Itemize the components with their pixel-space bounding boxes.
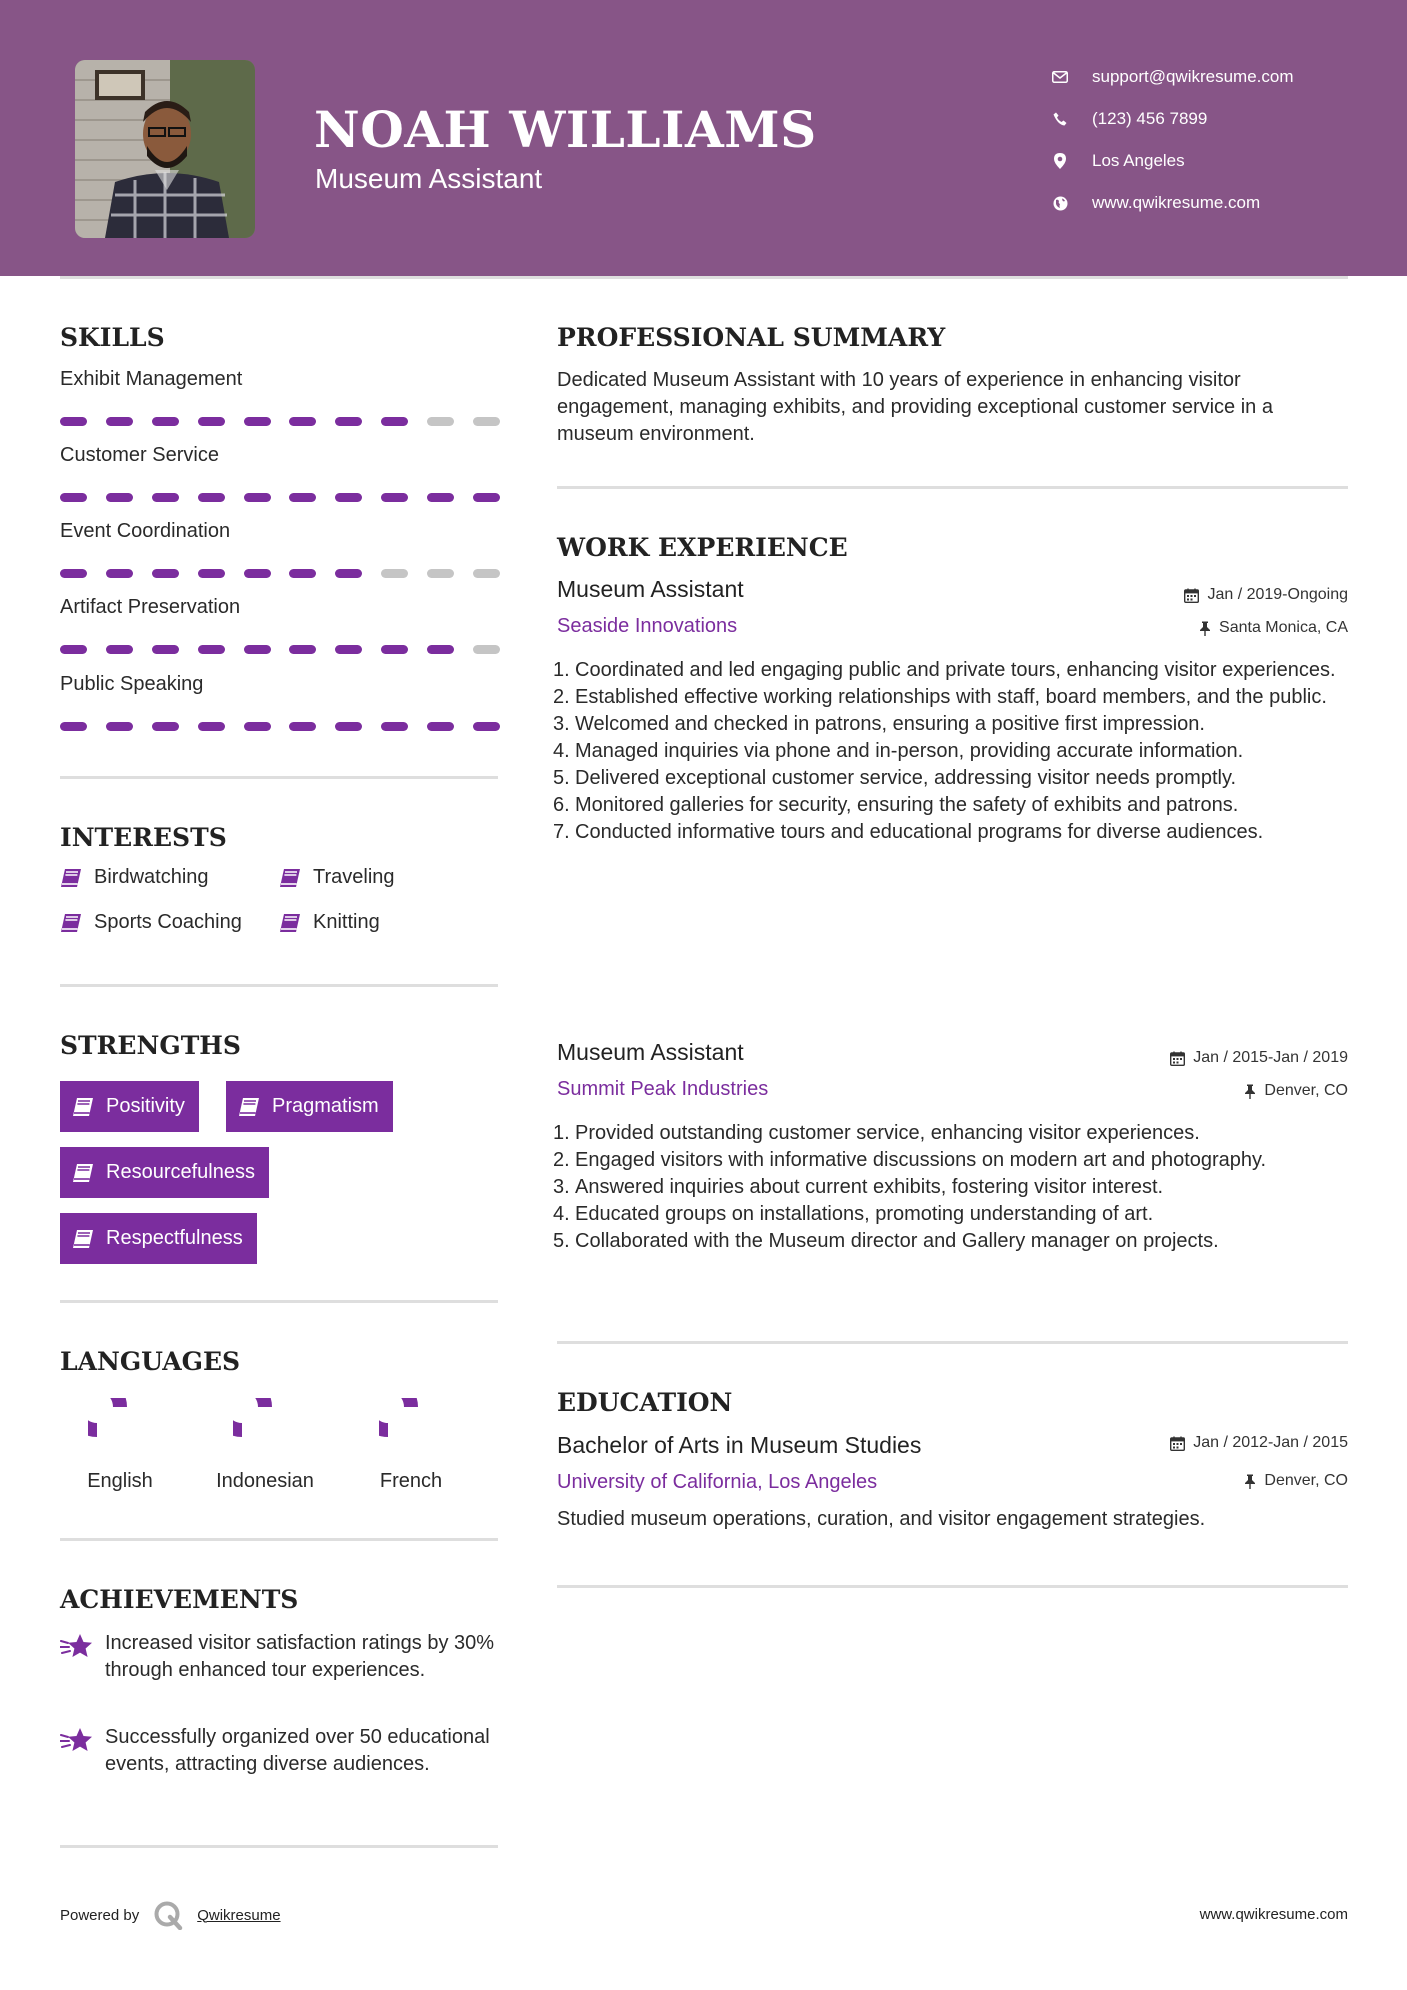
- job-dates-text: Jan / 2015-Jan / 2019: [1193, 1049, 1348, 1066]
- footer-website[interactable]: www.qwikresume.com: [1199, 1906, 1348, 1923]
- job-dates: [1184, 586, 1348, 604]
- skill-dot-filled: [381, 722, 408, 731]
- qwikresume-logo-icon: [153, 1900, 183, 1930]
- duty-text: Managed inquiries via phone and in-person, providing accurate information.: [575, 740, 1244, 762]
- skills-heading: SKILLS: [60, 323, 165, 352]
- skill-dot-filled: [427, 645, 454, 654]
- strength-chip: [226, 1081, 393, 1132]
- skill-dot-filled: [289, 722, 316, 731]
- duty-text: Conducted informative tours and educational programs for diverse audiences.: [575, 821, 1264, 843]
- duty-item: 2. Established effective working relationships with staff, board members, and the public.: [553, 686, 1327, 708]
- skill-rating: [60, 417, 500, 427]
- qwikresume-link[interactable]: Qwikresume: [197, 1906, 281, 1924]
- achievement-text: Increased visitor satisfaction ratings by 30% through enhanced tour experiences.: [105, 1632, 495, 1681]
- summary-text: Dedicated Museum Assistant with 10 years of experience in enhancing visitor engagement, managing exhibits, and providing exceptional customer service in a museum environment.: [557, 369, 1273, 445]
- job-duties: [553, 1120, 1357, 1255]
- interest-label: Birdwatching: [94, 866, 209, 888]
- contact-location: [1050, 140, 1390, 182]
- pushpin-icon: [1244, 1474, 1256, 1489]
- skill-dot-filled: [198, 722, 225, 731]
- skill-dot-filled: [335, 417, 362, 426]
- strength-label: Positivity: [106, 1095, 185, 1117]
- interest-item: [279, 866, 395, 889]
- book-icon: [238, 1097, 260, 1117]
- job-dates: [1170, 1049, 1348, 1067]
- skill-dot-filled: [60, 417, 87, 426]
- contact-list: [1050, 56, 1390, 224]
- education-description: Studied museum operations, curation, and visitor engagement strategies.: [557, 1508, 1206, 1530]
- contact-location-text: Los Angeles: [1092, 151, 1185, 170]
- phone-icon: [1050, 109, 1070, 129]
- strength-label: Resourcefulness: [106, 1161, 255, 1183]
- job-location-text: Denver, CO: [1264, 1082, 1348, 1099]
- book-icon: [279, 913, 301, 933]
- language-item: [50, 1398, 190, 1493]
- duty-text: Collaborated with the Museum director and Gallery manager on projects.: [575, 1230, 1219, 1252]
- achievement-item: [60, 1724, 500, 1778]
- duty-item: 1. Coordinated and led engaging public and private tours, enhancing visitor experiences.: [553, 659, 1336, 681]
- language-ring: [379, 1398, 443, 1462]
- profile-photo: [75, 60, 255, 238]
- duty-text: Monitored galleries for security, ensuring the safety of exhibits and patrons.: [575, 794, 1239, 816]
- strengths-heading: STRENGTHS: [60, 1031, 241, 1060]
- skill-dot-filled: [335, 722, 362, 731]
- skill-dot-filled: [152, 645, 179, 654]
- skill-dot-filled: [60, 493, 87, 502]
- interests-divider: [60, 984, 498, 987]
- contact-phone-text: (123) 456 7899: [1092, 109, 1208, 128]
- strength-chip: [60, 1147, 269, 1198]
- skill-dot-filled: [152, 417, 179, 426]
- skill-dot-filled: [335, 493, 362, 502]
- interest-label: Traveling: [313, 866, 395, 888]
- skill-dot-filled: [473, 722, 500, 731]
- skill-label: Customer Service: [60, 444, 219, 466]
- skill-dot-empty: [427, 569, 454, 578]
- school-name: University of California, Los Angeles: [557, 1471, 878, 1493]
- language-label: Indonesian: [216, 1470, 314, 1492]
- job-title: Museum Assistant: [557, 1039, 744, 1065]
- skill-rating: [60, 569, 500, 579]
- pushpin-icon: [1244, 1084, 1256, 1099]
- skill-rating: [60, 493, 500, 503]
- shooting-star-icon: [60, 1724, 105, 1778]
- skill-dot-filled: [60, 722, 87, 731]
- duty-item: 1. Provided outstanding customer service, enhancing visitor experiences.: [553, 1122, 1200, 1144]
- skill-dot-filled: [381, 645, 408, 654]
- job-location: [1244, 1082, 1348, 1100]
- skill-dot-filled: [198, 493, 225, 502]
- language-label: English: [87, 1470, 153, 1492]
- language-ring: [233, 1398, 297, 1462]
- duty-text: Engaged visitors with informative discussions on modern art and photography.: [575, 1149, 1267, 1171]
- skill-dot-filled: [427, 722, 454, 731]
- duty-text: Provided outstanding customer service, enhancing visitor experiences.: [575, 1122, 1200, 1144]
- language-item: [195, 1398, 335, 1493]
- contact-website-text: www.qwikresume.com: [1092, 193, 1261, 212]
- education-dates-text: Jan / 2012-Jan / 2015: [1193, 1434, 1348, 1451]
- skill-dot-filled: [152, 493, 179, 502]
- contact-phone[interactable]: [1050, 98, 1390, 140]
- skill-dot-filled: [289, 645, 316, 654]
- experience-divider: [557, 1341, 1348, 1344]
- strength-chip: [60, 1213, 257, 1264]
- book-icon: [72, 1097, 94, 1117]
- skill-dot-filled: [244, 417, 271, 426]
- duty-text: Established effective working relationships with staff, board members, and the public.: [575, 686, 1327, 708]
- book-icon: [279, 868, 301, 888]
- languages-divider: [60, 1538, 498, 1541]
- job-title: Museum Assistant: [557, 576, 744, 602]
- duty-item: 3. Welcomed and checked in patrons, ensuring a positive first impression.: [553, 713, 1205, 735]
- strength-chip: [60, 1081, 199, 1132]
- skill-dot-filled: [473, 493, 500, 502]
- resume-header: [0, 0, 1407, 276]
- duty-item: 2. Engaged visitors with informative discussions on modern art and photography.: [553, 1149, 1267, 1171]
- skills-divider: [60, 776, 498, 779]
- skill-dot-filled: [289, 569, 316, 578]
- skill-dot-filled: [244, 645, 271, 654]
- interest-item: [60, 866, 209, 889]
- interests-heading: INTERESTS: [60, 823, 227, 852]
- skill-dot-empty: [473, 645, 500, 654]
- duty-text: Delivered exceptional customer service, addressing visitor needs promptly.: [575, 767, 1237, 789]
- duty-item: 6. Monitored galleries for security, ensuring the safety of exhibits and patrons.: [553, 794, 1239, 816]
- skill-dot-filled: [381, 417, 408, 426]
- contact-website[interactable]: [1050, 182, 1390, 224]
- education-location: [1244, 1472, 1348, 1490]
- skill-label: Event Coordination: [60, 520, 231, 542]
- map-pin-icon: [1050, 151, 1070, 171]
- language-ring: [88, 1398, 152, 1462]
- achievement-item: [60, 1630, 500, 1684]
- interest-item: [60, 911, 242, 934]
- experience-heading: WORK EXPERIENCE: [557, 533, 848, 562]
- duty-item: 3. Answered inquiries about current exhibits, fostering visitor interest.: [553, 1176, 1164, 1198]
- skill-rating: [60, 722, 500, 732]
- education-divider: [557, 1585, 1348, 1588]
- skill-dot-filled: [335, 645, 362, 654]
- skill-dot-empty: [473, 569, 500, 578]
- book-icon: [60, 868, 82, 888]
- duty-text: Welcomed and checked in patrons, ensuring a positive first impression.: [575, 713, 1205, 735]
- duty-item: 4. Managed inquiries via phone and in-person, providing accurate information.: [553, 740, 1244, 762]
- book-icon: [72, 1163, 94, 1183]
- duty-item: 4. Educated groups on installations, promoting understanding of art.: [553, 1203, 1154, 1225]
- job-location-text: Santa Monica, CA: [1219, 619, 1348, 636]
- skill-dot-filled: [289, 417, 316, 426]
- skill-label: Exhibit Management: [60, 368, 243, 390]
- candidate-title: Museum Assistant: [315, 163, 543, 194]
- header-divider: [60, 276, 1348, 279]
- skill-dot-filled: [198, 417, 225, 426]
- skill-dot-filled: [381, 493, 408, 502]
- interest-item: [279, 911, 380, 934]
- degree-title: Bachelor of Arts in Museum Studies: [557, 1432, 922, 1458]
- skill-dot-filled: [198, 569, 225, 578]
- duty-text: Educated groups on installations, promoting understanding of art.: [575, 1203, 1154, 1225]
- duty-item: 5. Collaborated with the Museum director and Gallery manager on projects.: [553, 1230, 1219, 1252]
- book-icon: [60, 913, 82, 933]
- skill-dot-filled: [198, 645, 225, 654]
- skill-label: Artifact Preservation: [60, 596, 241, 618]
- achievements-divider: [60, 1845, 498, 1848]
- skill-label: Public Speaking: [60, 673, 204, 695]
- skill-dot-filled: [427, 493, 454, 502]
- achievements-heading: ACHIEVEMENTS: [60, 1585, 299, 1614]
- job-duties: [553, 657, 1347, 846]
- globe-icon: [1050, 193, 1070, 213]
- skill-dot-filled: [244, 722, 271, 731]
- interest-label: Knitting: [313, 911, 380, 933]
- profile-photo-image: [75, 60, 255, 238]
- skill-dot-filled: [106, 417, 133, 426]
- education-heading: EDUCATION: [557, 1388, 733, 1417]
- skill-dot-filled: [106, 493, 133, 502]
- skill-dot-filled: [335, 569, 362, 578]
- book-icon: [72, 1229, 94, 1249]
- education-location-text: Denver, CO: [1264, 1472, 1348, 1489]
- strength-label: Pragmatism: [272, 1095, 379, 1117]
- language-label: French: [379, 1470, 443, 1492]
- skill-dot-filled: [244, 493, 271, 502]
- education-dates: [1170, 1434, 1348, 1452]
- powered-by: [60, 1900, 281, 1930]
- summary-heading: PROFESSIONAL SUMMARY: [557, 323, 946, 352]
- duty-text: Answered inquiries about current exhibits, fostering visitor interest.: [575, 1176, 1164, 1198]
- contact-email-text: support@qwikresume.com: [1092, 67, 1294, 86]
- language-item: [341, 1398, 481, 1493]
- skill-rating: [60, 645, 500, 655]
- skill-dot-empty: [427, 417, 454, 426]
- duty-item: 7. Conducted informative tours and educational programs for diverse audiences.: [553, 821, 1264, 843]
- pushpin-icon: [1199, 621, 1211, 636]
- skill-dot-filled: [106, 645, 133, 654]
- job-location: [1199, 619, 1348, 637]
- company-name: Summit Peak Industries: [557, 1078, 769, 1100]
- skill-dot-filled: [60, 569, 87, 578]
- skill-dot-filled: [289, 493, 316, 502]
- summary-divider: [557, 486, 1348, 489]
- duty-text: Coordinated and led engaging public and private tours, enhancing visitor experiences.: [575, 659, 1336, 681]
- shooting-star-icon: [60, 1630, 105, 1684]
- skill-dot-empty: [381, 569, 408, 578]
- language-ring-track: [388, 1407, 434, 1453]
- calendar-icon: [1170, 1051, 1185, 1066]
- job-dates-text: Jan / 2019-Ongoing: [1207, 586, 1348, 603]
- language-ring-track: [97, 1407, 143, 1453]
- skill-dot-filled: [152, 722, 179, 731]
- skill-dot-filled: [106, 722, 133, 731]
- strength-label: Respectfulness: [106, 1227, 243, 1249]
- language-ring-track: [242, 1407, 288, 1453]
- skill-dot-filled: [60, 645, 87, 654]
- languages-heading: LANGUAGES: [60, 1347, 241, 1376]
- envelope-icon: [1050, 67, 1070, 87]
- skill-dot-empty: [473, 417, 500, 426]
- duty-item: 5. Delivered exceptional customer service, addressing visitor needs promptly.: [553, 767, 1237, 789]
- contact-email[interactable]: [1050, 56, 1390, 98]
- calendar-icon: [1184, 588, 1199, 603]
- achievement-text: Successfully organized over 50 educational events, attracting diverse audiences.: [105, 1726, 490, 1775]
- company-name: Seaside Innovations: [557, 615, 738, 637]
- skill-dot-filled: [244, 569, 271, 578]
- candidate-name: NOAH WILLIAMS: [314, 100, 817, 159]
- interest-label: Sports Coaching: [94, 911, 242, 933]
- skill-dot-filled: [106, 569, 133, 578]
- powered-by-text: Powered by: [60, 1906, 140, 1924]
- calendar-icon: [1170, 1436, 1185, 1451]
- skill-dot-filled: [152, 569, 179, 578]
- strengths-divider: [60, 1300, 498, 1303]
